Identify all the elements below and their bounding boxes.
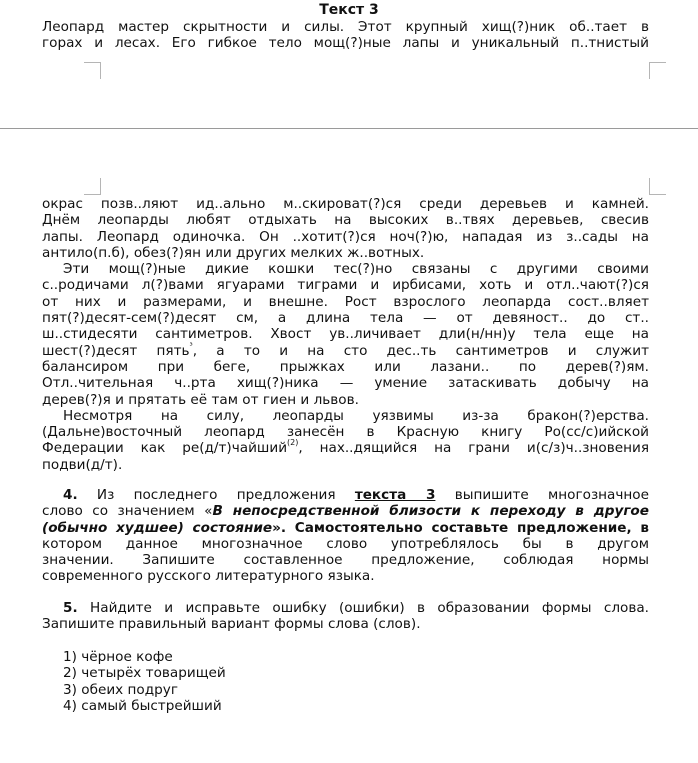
text-title: Текст 3 bbox=[319, 2, 379, 18]
answer-option: 2) четырёх товарищей bbox=[63, 665, 226, 682]
text-line: Днём леопарды любят отдыхать на высоких в..твях деревьев, свесив bbox=[42, 212, 649, 229]
text-line: Леопард мастер скрытности и силы. Этот крупный хищ(?)ник об..тает в bbox=[42, 19, 649, 35]
task-number: 4. bbox=[63, 487, 78, 503]
text-fragment: Федерации как ре(д/т)чайший bbox=[42, 440, 288, 457]
task-number: 5. bbox=[63, 600, 78, 616]
text-fragment: Из последнего предложения bbox=[96, 487, 336, 503]
task-line: Запишите правильный вариант формы слова (слов). bbox=[42, 616, 421, 633]
footnote-mark: ³ bbox=[189, 340, 193, 350]
text-fragment: шест(?)десят пять bbox=[42, 342, 190, 359]
margin-corner-mark bbox=[84, 62, 101, 79]
text-line: с..родичами л(?)вами ягуарами тиграми и ирбисами, хоть и отл..чают(?)ся bbox=[42, 277, 649, 294]
task-line bbox=[42, 520, 649, 536]
task-line: котором данное многозначное слово употреблялось бы в другом bbox=[42, 535, 649, 552]
task-line: значении. Запишите составленное предложение, соблюдая нормы bbox=[42, 552, 649, 569]
margin-corner-mark bbox=[649, 178, 666, 195]
text-line: от них и размерами, и внешне. Рост взрослого леопарда сост..вляет bbox=[42, 293, 649, 310]
definition-text: (обычно худшее) состояние bbox=[42, 519, 273, 536]
text-line: Эти мощ(?)ные дикие кошки тес(?)но связаны с другими своими bbox=[63, 261, 649, 278]
text-fragment: выпишите многозначное bbox=[454, 487, 649, 503]
margin-corner-mark bbox=[84, 178, 101, 195]
task-4 bbox=[42, 487, 649, 585]
text-line: Отл..чительная ч..рта хищ(?)ника — умение затаскивать добычу на bbox=[42, 375, 649, 392]
text-fragment: , нах..дящийся на грани и(с/з)ч..зновения bbox=[298, 440, 650, 457]
text-line: антило(п.б), обез(?)ян или других мелких ж..вотных. bbox=[42, 244, 425, 261]
text-line: горах и лесах. Его гибкое тело мощ(?)ные лапы и уникальный п..тнистый bbox=[42, 35, 649, 52]
text-line: лапы. Леопард одиночка. Он ..хотит(?)ся ноч(?)ю, нападая из з..сады на bbox=[42, 228, 649, 245]
text-fragment: слово со значением « bbox=[42, 503, 213, 520]
answer-options bbox=[42, 649, 649, 714]
task-line bbox=[42, 600, 649, 616]
text-fragment: Найдите и исправьте ошибку (ошибки) в образовании формы слова. bbox=[90, 600, 649, 616]
text-reference: текста 3 bbox=[354, 487, 436, 503]
text-line: (Дальне)восточный леопард занесён в Красную книгу Ро(сс/с)ийской bbox=[42, 424, 649, 441]
text-line: пят(?)десят-сем(?)десят см, а длина тела — от девяност.. до ст.. bbox=[42, 310, 649, 327]
definition-text: В непосредственной близости к переходу в другое bbox=[212, 503, 649, 520]
text-line: подви(д/т). bbox=[42, 456, 123, 473]
task-5 bbox=[42, 600, 649, 633]
task-line: современного русского литературного языка. bbox=[42, 568, 375, 585]
answer-option: 3) обеих подруг bbox=[63, 681, 178, 698]
text-intro bbox=[42, 19, 649, 52]
text-body bbox=[42, 196, 649, 473]
answer-option: 1) чёрное кофе bbox=[63, 649, 173, 665]
text-line: окрас позв..ляют ид..ально м..скироват(?)ся среди деревьев и камней. bbox=[42, 196, 649, 212]
text-line: Несмотря на силу, леопарды уязвимы из-за бракон(?)ерства. bbox=[63, 407, 649, 424]
task-line bbox=[42, 487, 649, 503]
task-line bbox=[42, 503, 649, 519]
answer-option: 4) самый быстрейший bbox=[63, 697, 222, 714]
text-line: ш..стидесяти сантиметров. Хвост ув..личивает дли(н/нн)у тела еще на bbox=[42, 326, 649, 343]
text-line bbox=[42, 340, 649, 359]
text-fragment: ». Самостоятельно составьте предложение, в bbox=[272, 519, 649, 536]
text-line: дерев(?)я и прятать её там от гиен и львов. bbox=[42, 391, 359, 408]
footnote-mark: (2) bbox=[287, 438, 299, 448]
text-line bbox=[42, 440, 649, 456]
text-line: балансиром при беге, прыжках или лазани.. по дерев(?)ям. bbox=[42, 358, 649, 375]
page-break bbox=[0, 128, 698, 177]
text-fragment: , а то и на сто дес..ть сантиметров и служит bbox=[192, 342, 649, 359]
margin-corner-mark bbox=[649, 62, 666, 79]
